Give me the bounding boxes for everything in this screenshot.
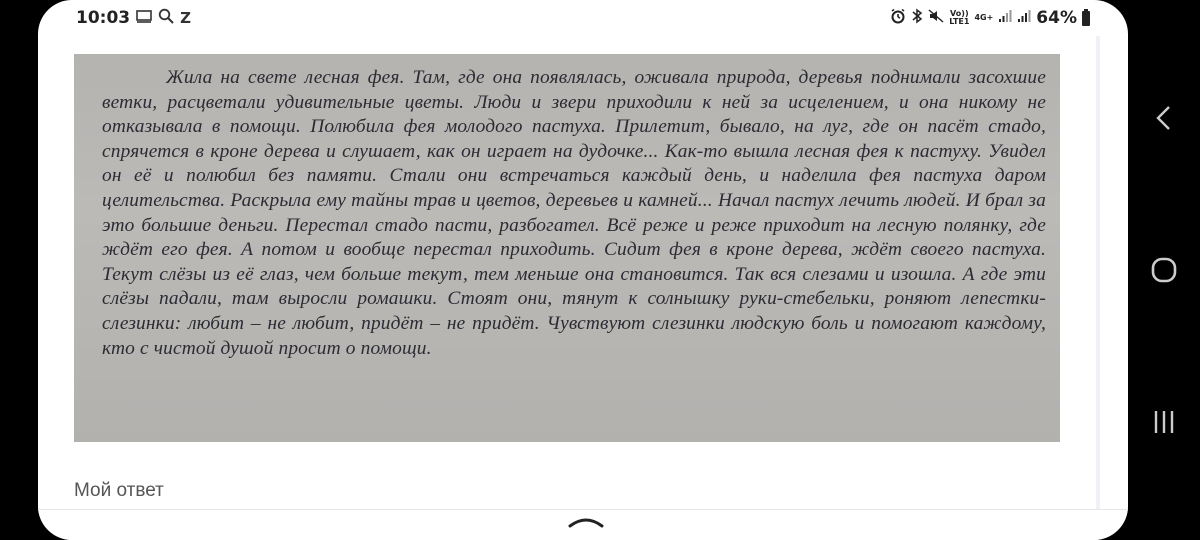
scroll-rail[interactable] xyxy=(1096,36,1100,516)
chevron-left-icon[interactable] xyxy=(1146,100,1182,136)
status-bar xyxy=(38,0,1128,36)
home-icon[interactable] xyxy=(1146,252,1182,288)
navigation-bar xyxy=(1128,0,1200,540)
my-answer-label[interactable]: Мой ответ xyxy=(74,480,164,501)
bluetooth-icon xyxy=(911,8,923,28)
battery-icon xyxy=(1082,11,1090,26)
alarm-icon xyxy=(890,8,906,28)
status-time: 10:03 xyxy=(76,8,131,28)
gallery-icon xyxy=(136,8,152,28)
recents-icon[interactable] xyxy=(1146,404,1182,440)
volte-icon xyxy=(949,10,969,26)
lte-label: LTE1 xyxy=(949,17,970,26)
signal-icon xyxy=(1017,9,1031,27)
chevron-up-icon[interactable] xyxy=(566,510,606,530)
photo-text: Жила на свете лесная фея. Там, где она появлялась, оживала природа, деревья поднимали засохшие ветки, расцветали удивительные цветы. Люди и звери приходили к ней за исцелением, и она никому не отказывала в помощи. Полюбила фея молодого пастуха. Прилетит, бывало, на луг, где он пасёт стадо, спрячется в кроне дерева и слушает, как он играет на дудочке... Как-то вышла лесная фея к пастуху. Увидел он её и полюбил без памяти. Стали они встречаться каждый день, и наделила фея пастуха даром целительства. Раскрыла ему тайны трав и цветов, деревьев и камней... Начал пастух лечить людей. И брал за это большие деньги. Перестал стадо пасти, разбогател. Всё реже и реже приходит на лесную полянку, где ждёт его фея. А потом и вообще перестал приходить. Сидит фея в кроне дерева, ждёт своего пастуха. Текут слёзы из её глаз, чем больше текут, тем меньше она становится. Так вся слезами и изошла. А где эти слёзы падали, там выросли ромашки. Стоят они, тянут к солнышку руки-стебельки, роняют лепестки-слезинки: любит – не любит, придёт – не придёт. Чувствуют слезинки людскую боль и помогают каждому, кто с чистой душой просит о помощи. xyxy=(102,67,1046,359)
search-icon xyxy=(158,8,174,29)
signal-icon xyxy=(998,9,1012,27)
text-photo[interactable] xyxy=(74,54,1060,442)
status-left xyxy=(76,8,191,29)
volte-label: Vo)) xyxy=(950,9,969,18)
status-right xyxy=(890,8,1090,28)
network-label: 4G+ xyxy=(974,13,994,22)
battery-percent: 64% xyxy=(1036,8,1077,28)
z-app-icon: Z xyxy=(180,9,192,27)
mute-icon xyxy=(928,8,944,28)
app-screen xyxy=(38,0,1128,540)
